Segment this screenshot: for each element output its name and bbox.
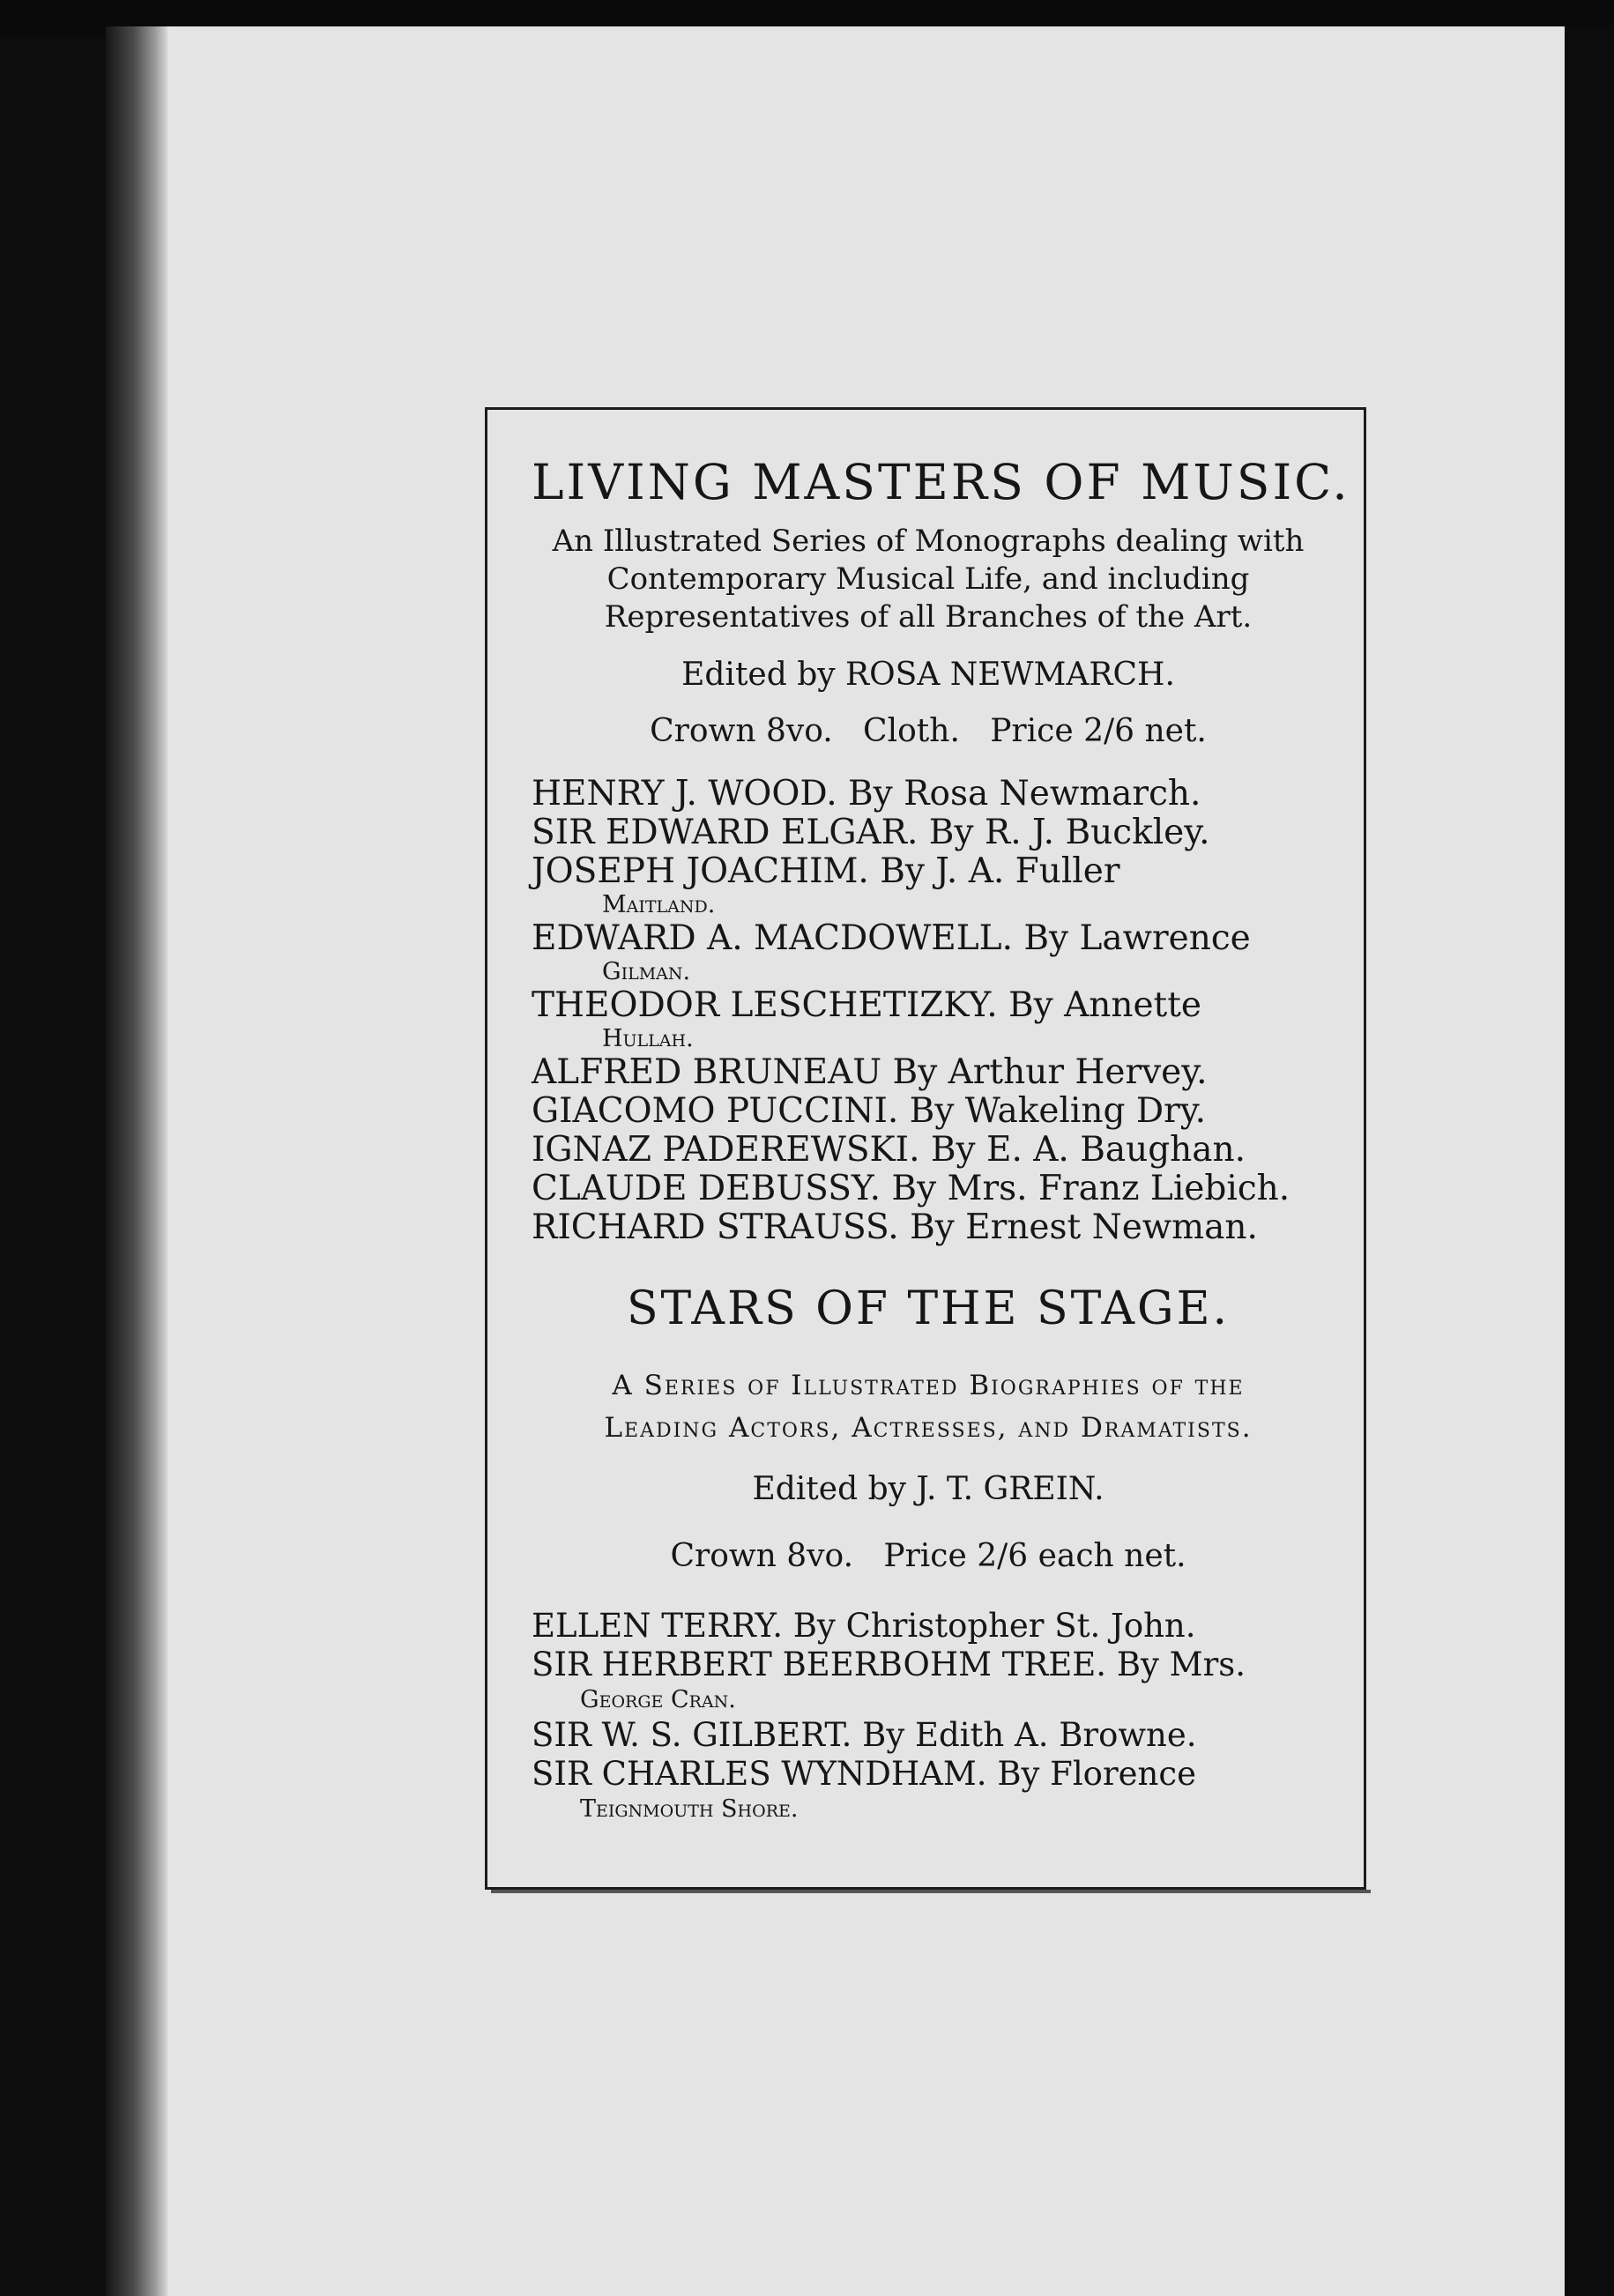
series-description-stars-of-stage [532,1364,1325,1449]
description-line: A Series of Illustrated Biographies of the [612,1370,1245,1401]
list-item: HENRY J. WOOD. By Rosa Newmarch. [532,774,1201,814]
list-item: SIR W. S. GILBERT. By Edith A. Browne. [532,1716,1197,1754]
list-item: ELLEN TERRY. By Christopher St. John. [532,1607,1196,1645]
scan-right-border [1565,26,1614,2296]
list-item: CLAUDE DEBUSSY. By Mrs. Franz Liebich. [532,1169,1290,1208]
description-line: An Illustrated Series of Monographs dealing with [552,524,1305,559]
format-line-living-masters: Crown 8vo. Cloth. Price 2/6 net. [650,713,1207,749]
series-description-living-masters [532,523,1325,636]
list-item: THEODOR LESCHETIZKY. By Annette Hullah. [532,985,1201,1052]
list-item: SIR EDWARD ELGAR. By R. J. Buckley. [532,813,1210,852]
list-item: EDWARD A. MACDOWELL. By Lawrence Gilman. [532,918,1251,985]
description-line: Contemporary Musical Life, and including [606,561,1250,597]
advertisement-box-shadow [491,1890,1371,1893]
book-spine-shadow [106,26,167,2296]
list-item: IGNAZ PADEREWSKI. By E. A. Baughan. [532,1130,1246,1170]
list-item: GIACOMO PUCCINI. By Wakeling Dry. [532,1091,1207,1131]
list-item: SIR CHARLES WYNDHAM. By Florence Teignmouth Shore. [532,1755,1196,1823]
list-item: ALFRED BRUNEAU By Arthur Hervey. [532,1052,1208,1092]
list-item: RICHARD STRAUSS. By Ernest Newman. [532,1207,1258,1247]
advertisement-box [485,407,1366,1890]
series-title-living-masters: LIVING MASTERS OF MUSIC. [532,454,1350,510]
description-line: Representatives of all Branches of the Art. [604,599,1253,635]
series-title-stars-of-stage: STARS OF THE STAGE. [626,1282,1231,1335]
editor-line-living-masters: Edited by ROSA NEWMARCH. [681,657,1175,693]
description-line: Leading Actors, Actresses, and Dramatists. [604,1412,1253,1444]
editor-line-stars-of-stage: Edited by J. T. GREIN. [752,1471,1105,1507]
list-item: JOSEPH JOACHIM. By J. A. Fuller Maitland. [532,851,1120,918]
format-line-stars-of-stage: Crown 8vo. Price 2/6 each net. [670,1538,1186,1574]
living-masters-list [532,775,1325,1247]
stars-of-stage-list [532,1607,1325,1825]
list-item: SIR HERBERT BEERBOHM TREE. By Mrs. George Cran. [532,1646,1246,1713]
